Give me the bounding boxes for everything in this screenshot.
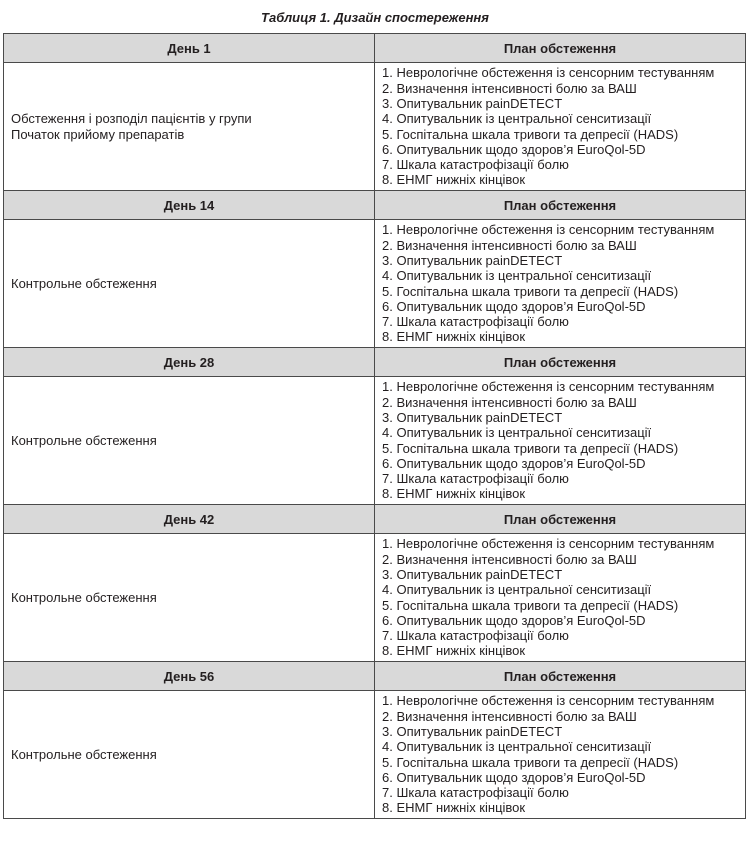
section-header-row bbox=[4, 505, 746, 534]
day-header-cell: День 14 bbox=[4, 191, 375, 220]
description-line: Контрольне обстеження bbox=[11, 746, 157, 762]
section-header-row bbox=[4, 34, 746, 63]
plan-item: 4. Опитувальник із центральної сенситизації bbox=[382, 425, 652, 441]
plan-item: 5. Госпітальна шкала тривоги та депресії (HADS) bbox=[382, 283, 679, 299]
description-text bbox=[4, 747, 374, 763]
plan-item: 8. ЕНМГ нижніх кінцівок bbox=[382, 172, 526, 188]
plan-item: 8. ЕНМГ нижніх кінцівок bbox=[382, 643, 526, 659]
plan-cell bbox=[375, 377, 746, 505]
section-body-row bbox=[4, 377, 746, 505]
description-line: Початок прийому препаратів bbox=[11, 126, 185, 142]
plan-item: 2. Визначення інтенсивності болю за ВАШ bbox=[382, 237, 637, 253]
plan-item: 7. Шкала катастрофізації болю bbox=[382, 314, 569, 330]
description-cell bbox=[4, 377, 375, 505]
table-caption: Таблиця 1. Дизайн спостереження bbox=[261, 10, 489, 25]
plan-item: 4. Опитувальник із центральної сенситизації bbox=[382, 582, 652, 598]
plan-item: 1. Неврологічне обстеження із сенсорним тестуванням bbox=[382, 536, 715, 552]
plan-header-cell: План обстеження bbox=[375, 662, 746, 691]
plan-item: 6. Опитувальник щодо здоров’я EuroQol-5D bbox=[382, 455, 646, 471]
plan-list bbox=[375, 693, 745, 815]
plan-item: 4. Опитувальник із центральної сенситизації bbox=[382, 111, 652, 127]
description-line: Контрольне обстеження bbox=[11, 432, 157, 448]
plan-item: 6. Опитувальник щодо здоров’я EuroQol-5D bbox=[382, 141, 646, 157]
plan-list bbox=[375, 222, 745, 344]
plan-cell bbox=[375, 691, 746, 819]
plan-list bbox=[375, 379, 745, 501]
plan-item: 4. Опитувальник із центральної сенситизації bbox=[382, 268, 652, 284]
plan-list bbox=[375, 65, 745, 187]
plan-cell bbox=[375, 220, 746, 348]
day-header-cell: День 42 bbox=[4, 505, 375, 534]
section-body-row bbox=[4, 534, 746, 662]
plan-item: 3. Опитувальник painDETECT bbox=[382, 566, 563, 582]
description-text bbox=[4, 111, 374, 143]
description-cell bbox=[4, 63, 375, 191]
plan-item: 7. Шкала катастрофізації болю bbox=[382, 471, 569, 487]
section-body-row bbox=[4, 63, 746, 191]
day-header-cell: День 28 bbox=[4, 348, 375, 377]
day-header-cell: День 1 bbox=[4, 34, 375, 63]
plan-item: 5. Госпітальна шкала тривоги та депресії (HADS) bbox=[382, 754, 679, 770]
observation-design-table bbox=[3, 33, 746, 819]
description-line: Обстеження і розподіл пацієнтів у групи bbox=[11, 110, 252, 126]
plan-item: 5. Госпітальна шкала тривоги та депресії (HADS) bbox=[382, 126, 679, 142]
description-text bbox=[4, 590, 374, 606]
section-header-row bbox=[4, 348, 746, 377]
description-cell bbox=[4, 220, 375, 348]
plan-item: 3. Опитувальник painDETECT bbox=[382, 252, 563, 268]
plan-header-cell: План обстеження bbox=[375, 505, 746, 534]
description-text bbox=[4, 276, 374, 292]
plan-item: 2. Визначення інтенсивності болю за ВАШ bbox=[382, 394, 637, 410]
plan-item: 8. ЕНМГ нижніх кінцівок bbox=[382, 329, 526, 345]
plan-item: 6. Опитувальник щодо здоров’я EuroQol-5D bbox=[382, 769, 646, 785]
plan-item: 4. Опитувальник із центральної сенситизації bbox=[382, 739, 652, 755]
plan-item: 1. Неврологічне обстеження із сенсорним тестуванням bbox=[382, 379, 715, 395]
plan-item: 5. Госпітальна шкала тривоги та депресії (HADS) bbox=[382, 440, 679, 456]
plan-item: 8. ЕНМГ нижніх кінцівок bbox=[382, 800, 526, 816]
plan-item: 3. Опитувальник painDETECT bbox=[382, 95, 563, 111]
table-body bbox=[4, 34, 746, 819]
plan-item: 7. Шкала катастрофізації болю bbox=[382, 628, 569, 644]
plan-item: 1. Неврологічне обстеження із сенсорним тестуванням bbox=[382, 65, 715, 81]
plan-item: 7. Шкала катастрофізації болю bbox=[382, 157, 569, 173]
plan-item: 2. Визначення інтенсивності болю за ВАШ bbox=[382, 708, 637, 724]
plan-header-cell: План обстеження bbox=[375, 34, 746, 63]
description-line: Контрольне обстеження bbox=[11, 275, 157, 291]
plan-list bbox=[375, 536, 745, 658]
description-cell bbox=[4, 534, 375, 662]
plan-cell bbox=[375, 534, 746, 662]
plan-item: 3. Опитувальник painDETECT bbox=[382, 723, 563, 739]
section-body-row bbox=[4, 691, 746, 819]
section-header-row bbox=[4, 191, 746, 220]
description-text bbox=[4, 433, 374, 449]
plan-item: 6. Опитувальник щодо здоров’я EuroQol-5D bbox=[382, 612, 646, 628]
section-header-row bbox=[4, 662, 746, 691]
section-body-row bbox=[4, 220, 746, 348]
plan-cell bbox=[375, 63, 746, 191]
plan-item: 1. Неврологічне обстеження із сенсорним тестуванням bbox=[382, 222, 715, 238]
plan-header-cell: План обстеження bbox=[375, 191, 746, 220]
plan-item: 7. Шкала катастрофізації болю bbox=[382, 785, 569, 801]
plan-item: 5. Госпітальна шкала тривоги та депресії (HADS) bbox=[382, 597, 679, 613]
plan-item: 6. Опитувальник щодо здоров’я EuroQol-5D bbox=[382, 298, 646, 314]
plan-item: 2. Визначення інтенсивності болю за ВАШ bbox=[382, 551, 637, 567]
plan-item: 1. Неврологічне обстеження із сенсорним тестуванням bbox=[382, 693, 715, 709]
plan-item: 8. ЕНМГ нижніх кінцівок bbox=[382, 486, 526, 502]
description-line: Контрольне обстеження bbox=[11, 589, 157, 605]
plan-item: 2. Визначення інтенсивності болю за ВАШ bbox=[382, 80, 637, 96]
plan-header-cell: План обстеження bbox=[375, 348, 746, 377]
description-cell bbox=[4, 691, 375, 819]
plan-item: 3. Опитувальник painDETECT bbox=[382, 409, 563, 425]
day-header-cell: День 56 bbox=[4, 662, 375, 691]
